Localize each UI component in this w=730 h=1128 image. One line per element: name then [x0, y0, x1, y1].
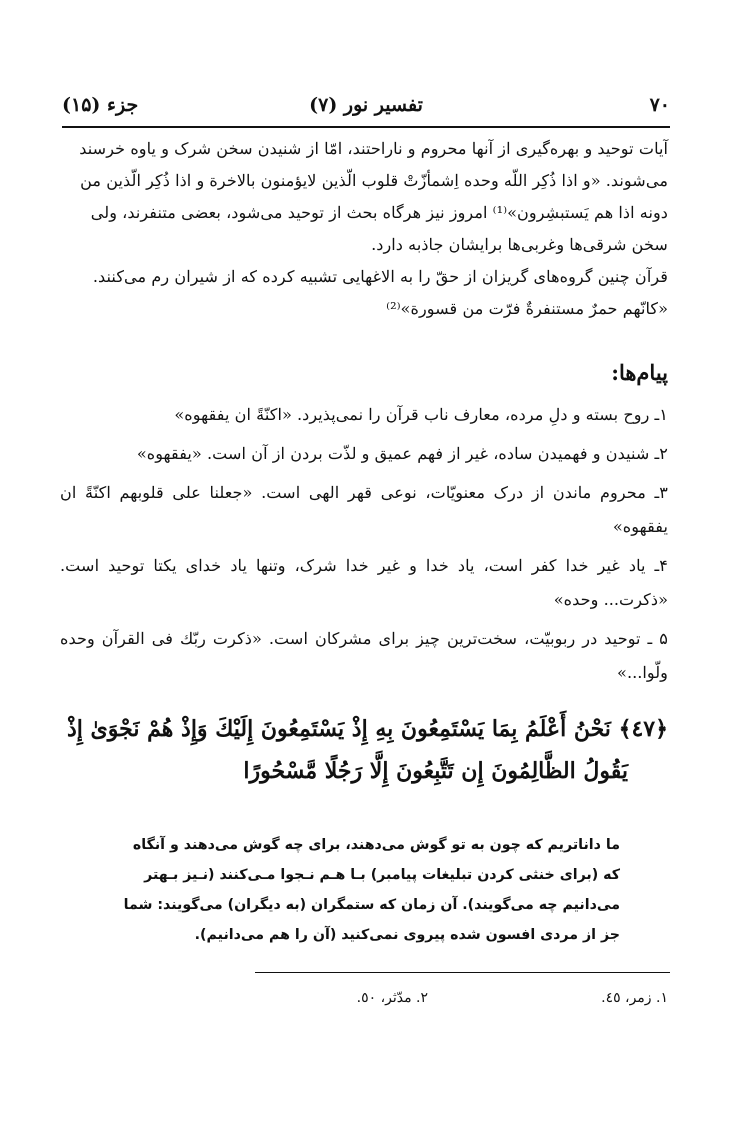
- body-line: می‌شوند. «و اذا ذُکِر اللّه وحده اِشمأزّتْ قلوب الّذین لایؤمنون بالاخرة و اذا ذُکِر الّذین من: [80, 171, 668, 190]
- message-item: ۴ـ یاد غیر خدا کفر است، یاد خدا و غیر خدا شرک، وتنها یاد خدای یکتا توحید است. «ذکرت... وحده»: [60, 556, 668, 609]
- commentary-text: [60, 134, 668, 326]
- translation-line: که (برای خنثی کردن تبلیغات پیامبر) بـا هـم نـجوا مـی‌کنند (نـیز بـهتر: [144, 867, 620, 883]
- body-line: سخن شرقی‌ها وغربی‌ها برایشان جاذبه دارد.: [371, 235, 668, 254]
- body-line: «کانّهم حمرٌ مستنفرةٌ فرّت من قسورة»⁽²⁾: [386, 299, 668, 318]
- body-line: دونه اذا هم یَستبشِرون»⁽¹⁾ امروز نیز هرگاه بحث از توحید می‌شود، بعضی متنفرند، ولی: [90, 203, 668, 222]
- messages-heading: پیام‌ها:: [611, 360, 668, 385]
- quran-verse: [60, 708, 668, 792]
- body-line: آیات توحید و بهره‌گیری از آنها محروم و ناراحتند، امّا از شنیدن سخن شرک و یاوه خرسند: [79, 139, 668, 158]
- translation-line: جز از مردی افسون شده پیروی نمی‌کنید (آن را هم می‌دانیم).: [194, 927, 620, 943]
- footnote: ۲. مدّثر، ٥٠.: [356, 990, 428, 1006]
- messages-list: [60, 398, 668, 695]
- page-number: ۷۰: [649, 94, 670, 116]
- verse-translation: [104, 830, 620, 950]
- verse-line: ﴿٤٧﴾ نَحْنُ أَعْلَمُ بِمَا يَسْتَمِعُونَ بِهِ إِذْ يَسْتَمِعُونَ إِلَيْكَ وَإِذْ هُمْ نَجْوَىٰ إِذْ: [66, 716, 668, 742]
- message-item: ۱ـ روح بسته و دلِ مرده، معارف ناب قرآن را نمی‌پذیرد. «اکنّةً ان یفقهوه»: [174, 405, 668, 424]
- translation-line: می‌دانیم چه می‌گویند). آن زمان که ستمگران (به دیگران) می‌گویند: شما: [123, 897, 620, 913]
- footnote-divider: [255, 972, 670, 973]
- verse-line: يَقُولُ الظَّالِمُونَ إِن تَتَّبِعُونَ إِلَّا رَجُلًا مَّسْحُورًا: [243, 758, 628, 784]
- page-header: [62, 92, 670, 128]
- message-item: ۲ـ شنیدن و فهمیدن ساده، غیر از فهم عمیق و لذّت بردن از آن است. «یفقهوه»: [136, 444, 668, 463]
- message-item: ۳ـ محروم ماندن از درک معنویّات، نوعی قهر الهی است. «جعلنا علی قلوبهم اکنّةً ان یفقهوه»: [60, 483, 668, 536]
- message-item: ۵ ـ توحید در ربوبیّت، سخت‌ترین چیز برای مشرکان است. «ذکرت ربّك فی القرآن وحده ولّوا...»: [60, 629, 668, 682]
- running-title: تفسیر نور (۷): [309, 94, 423, 116]
- footnote: ۱. زمر، ٤٥.: [601, 990, 668, 1006]
- part-label: جزء (۱۵): [62, 94, 139, 116]
- body-line: قرآن چنین گروه‌های گریزان از حقّ را به الاغهایی تشبیه کرده که از شیران رم می‌کنند.: [92, 267, 668, 286]
- translation-line: ما داناتریم که چون به تو گوش می‌دهند، برای چه گوش می‌دهند و آنگاه: [132, 837, 620, 853]
